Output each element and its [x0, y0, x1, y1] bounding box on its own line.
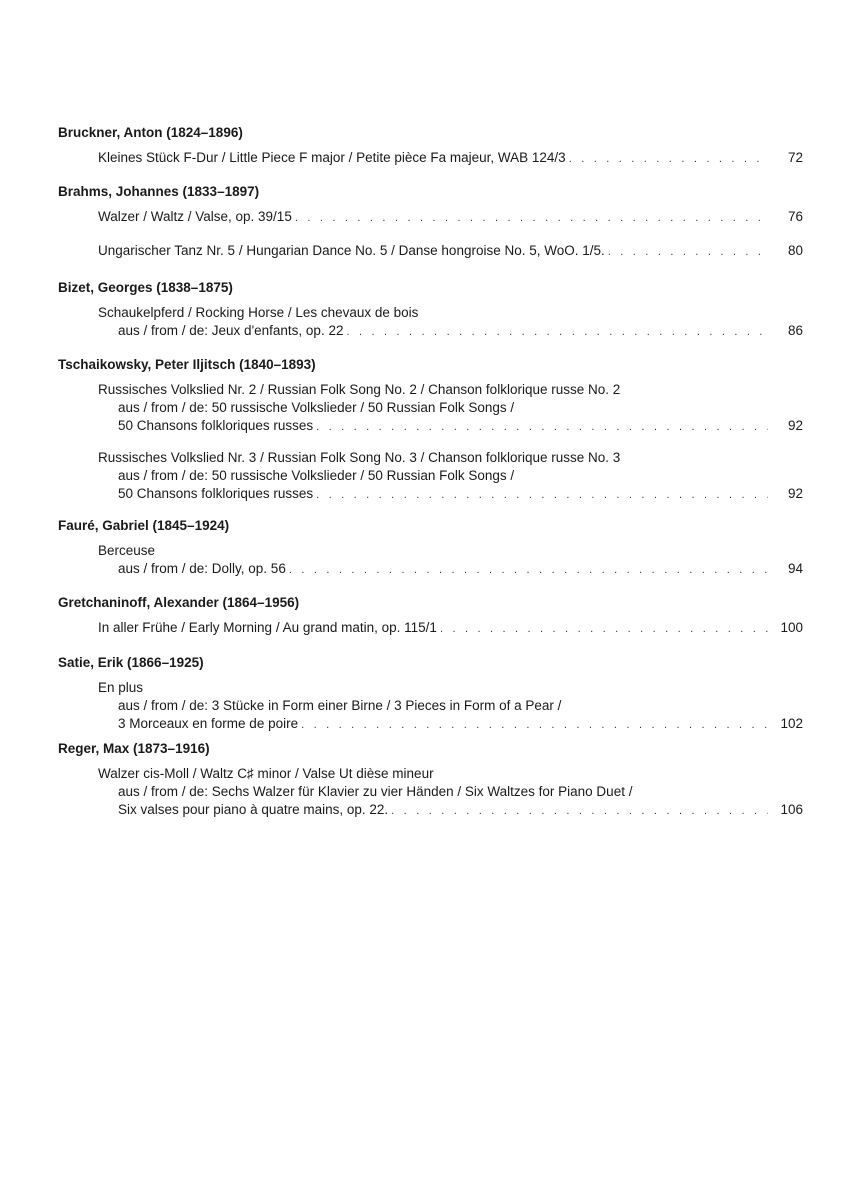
- entry-title: 50 Chansons folkloriques russes: [118, 486, 314, 501]
- toc-entry[interactable]: [98, 679, 803, 734]
- composer-section: [58, 594, 803, 635]
- composer-section: [58, 124, 803, 165]
- entry-line: [98, 485, 803, 504]
- page-number: 106: [780, 802, 803, 817]
- composer-section: [58, 183, 803, 258]
- entry-line: [98, 679, 803, 697]
- composer-section: [58, 356, 803, 501]
- entry-line: [98, 542, 803, 560]
- composer-heading: Gretchaninoff, Alexander (1864–1956): [58, 595, 300, 610]
- entry-title: Six valses pour piano à quatre mains, op. 22.: [118, 802, 389, 817]
- entry-line: [98, 399, 803, 417]
- page-number: 92: [787, 486, 803, 501]
- toc-entry[interactable]: [98, 542, 803, 579]
- entry-line: [98, 304, 803, 322]
- composer-heading: Tschaikowsky, Peter Iljitsch (1840–1893): [58, 357, 316, 372]
- entry-line: [98, 715, 803, 734]
- page-number: 72: [787, 150, 803, 165]
- toc-entry[interactable]: [98, 619, 803, 638]
- composer-heading: Bruckner, Anton (1824–1896): [58, 125, 243, 140]
- entry-title: aus / from / de: Jeux d'enfants, op. 22: [118, 323, 344, 338]
- entry-title: In aller Frühe / Early Morning / Au grand matin, op. 115/1: [98, 620, 437, 635]
- entry-line: [98, 322, 803, 341]
- entry-title: aus / from / de: 50 russische Volkslieder / 50 Russian Folk Songs /: [118, 400, 515, 415]
- page-number: 100: [780, 620, 803, 635]
- dot-leader: [346, 323, 768, 341]
- entry-title: Schaukelpferd / Rocking Horse / Les chevaux de bois: [98, 305, 419, 320]
- entry-title: aus / from / de: 3 Stücke in Form einer Birne / 3 Pieces in Form of a Pear /: [118, 698, 562, 713]
- entry-title: Russisches Volkslied Nr. 3 / Russian Folk Song No. 3 / Chanson folklorique russe No. 3: [98, 450, 621, 465]
- entry-line: [98, 801, 803, 820]
- entry-title: Berceuse: [98, 543, 156, 558]
- entry-title: Kleines Stück F-Dur / Little Piece F major / Petite pièce Fa majeur, WAB 124/3: [98, 150, 566, 165]
- entry-title: aus / from / de: Dolly, op. 56: [118, 561, 286, 576]
- toc-entry[interactable]: [98, 381, 803, 436]
- dot-leader: [295, 209, 768, 227]
- toc-entry[interactable]: [98, 149, 803, 168]
- page-number: 76: [787, 209, 803, 224]
- dot-leader: [316, 418, 768, 436]
- entry-title: aus / from / de: Sechs Walzer für Klavier zu vier Händen / Six Waltzes for Piano Duet /: [118, 784, 633, 799]
- entry-line: [98, 619, 803, 638]
- entry-line: [98, 417, 803, 436]
- entry-line: [98, 783, 803, 801]
- composer-section: [58, 740, 803, 817]
- entry-title: Ungarischer Tanz Nr. 5 / Hungarian Dance No. 5 / Danse hongroise No. 5, WoO. 1/5.: [98, 243, 605, 258]
- composer-section: [58, 517, 803, 576]
- entry-line: [98, 765, 803, 783]
- composer-heading: Brahms, Johannes (1833–1897): [58, 184, 260, 199]
- toc-entry[interactable]: [98, 449, 803, 504]
- entry-line: [98, 208, 803, 227]
- dot-leader: [316, 486, 768, 504]
- page-number: 94: [787, 561, 803, 576]
- entry-line: [98, 381, 803, 399]
- toc-entry[interactable]: [98, 765, 803, 820]
- entry-title: Walzer cis-Moll / Waltz C♯ minor / Valse Ut dièse mineur: [98, 766, 434, 781]
- entry-line: [98, 242, 803, 261]
- entry-title: aus / from / de: 50 russische Volkslieder / 50 Russian Folk Songs /: [118, 468, 515, 483]
- dot-leader: [289, 561, 768, 579]
- composer-section: [58, 654, 803, 731]
- entry-title: 3 Morceaux en forme de poire: [118, 716, 299, 731]
- dot-leader: [301, 716, 768, 734]
- dot-leader: [440, 620, 768, 638]
- entry-title: En plus: [98, 680, 144, 695]
- entry-line: [98, 560, 803, 579]
- composer-heading: Bizet, Georges (1838–1875): [58, 280, 233, 295]
- page-number: 102: [780, 716, 803, 731]
- composer-heading: Fauré, Gabriel (1845–1924): [58, 518, 230, 533]
- entry-title: 50 Chansons folkloriques russes: [118, 418, 314, 433]
- dot-leader: [569, 150, 768, 168]
- entry-line: [98, 467, 803, 485]
- toc-entry[interactable]: [98, 242, 803, 261]
- entry-line: [98, 449, 803, 467]
- entry-title: Russisches Volkslied Nr. 2 / Russian Folk Song No. 2 / Chanson folklorique russe No. 2: [98, 382, 621, 397]
- composer-heading: Satie, Erik (1866–1925): [58, 655, 204, 670]
- toc-entry[interactable]: [98, 304, 803, 341]
- page-number: 86: [787, 323, 803, 338]
- composer-section: [58, 279, 803, 338]
- page-number: 80: [787, 243, 803, 258]
- dot-leader: [608, 243, 768, 261]
- composer-heading: Reger, Max (1873–1916): [58, 741, 210, 756]
- entry-title: Walzer / Waltz / Valse, op. 39/15: [98, 209, 292, 224]
- entry-line: [98, 149, 803, 168]
- entry-line: [98, 697, 803, 715]
- dot-leader: [391, 802, 768, 820]
- toc-entry[interactable]: [98, 208, 803, 227]
- page-number: 92: [787, 418, 803, 433]
